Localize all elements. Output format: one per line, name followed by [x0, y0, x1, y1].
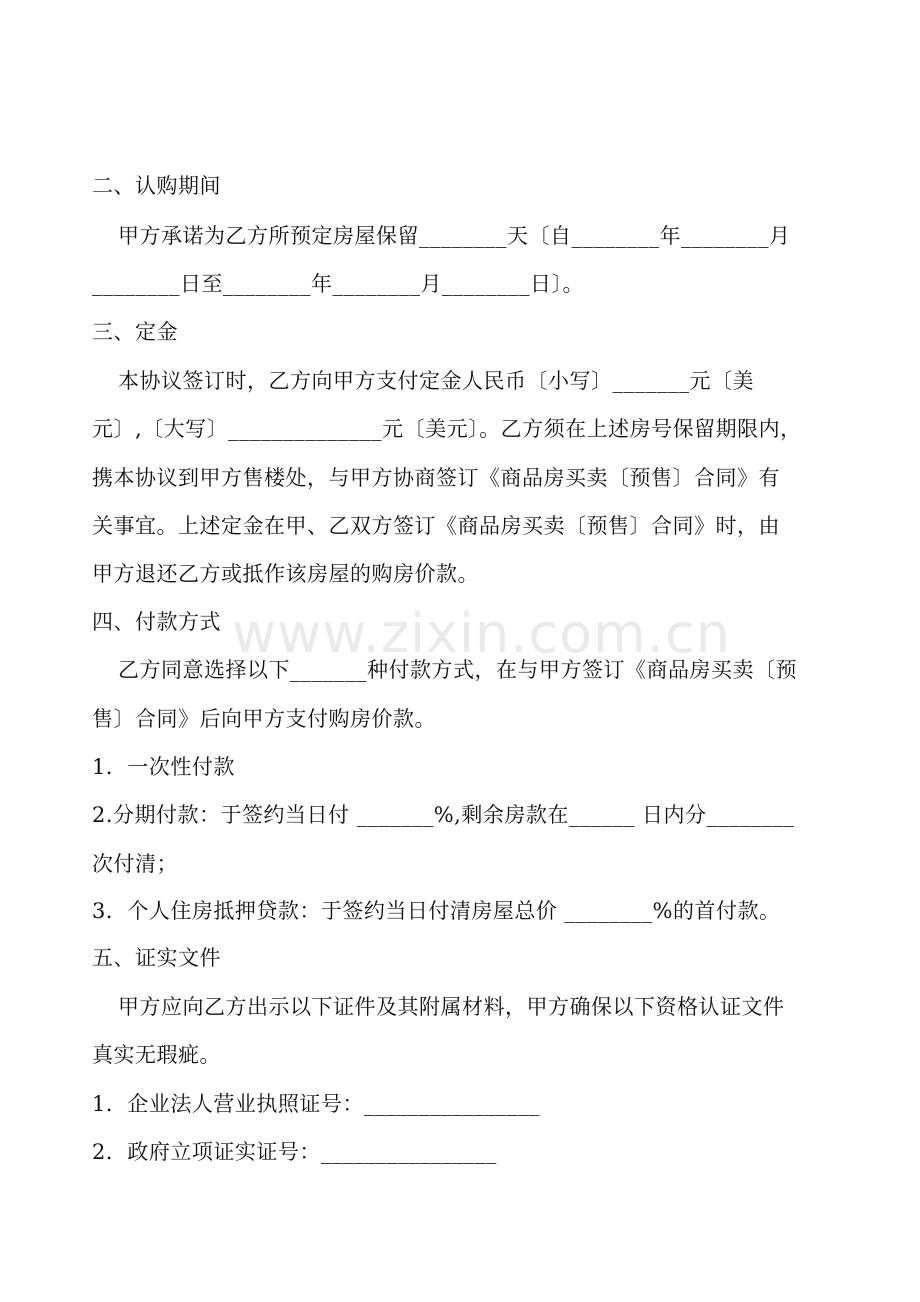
- paragraph-line: 甲方退还乙方或抵作该房屋的购房价款。: [92, 562, 479, 586]
- paragraph-line: 甲方承诺为乙方所预定房屋保留________天〔自________年________月: [118, 224, 791, 248]
- paragraph-line: 甲方应向乙方出示以下证件及其附属材料，甲方确保以下资格认证文件: [118, 995, 785, 1019]
- list-item: 3．个人住房抵押贷款：于签约当日付清房屋总价 ________%的首付款。: [92, 899, 781, 923]
- section-heading-subscription-period: 二、认购期间: [92, 174, 221, 198]
- paragraph-line: 本协议签订时，乙方向甲方支付定金人民币〔小写〕_______元〔美: [118, 369, 754, 393]
- list-item: 2．政府立项证实证号：________________: [92, 1140, 497, 1164]
- list-item: 1．一次性付款: [92, 755, 235, 779]
- paragraph-line: 元〕,〔大写〕______________元〔美元〕。乙方须在上述房号保留期限内，: [92, 417, 802, 441]
- paragraph-line: 乙方同意选择以下_______种付款方式，在与甲方签订《商品房买卖〔预: [118, 658, 797, 682]
- paragraph-line: 关事宜。上述定金在甲、乙双方签订《商品房买卖〔预售〕合同》时，由: [92, 514, 780, 538]
- paragraph-line: 售〕合同》后向甲方支付购房价款。: [92, 707, 436, 731]
- section-heading-certification-documents: 五、证实文件: [92, 946, 221, 970]
- section-heading-deposit: 三、定金: [92, 320, 178, 344]
- list-item: 2.分期付款：于签约当日付 _______%,剩余房款在______ 日内分________: [92, 803, 795, 827]
- paragraph-line: ________日至________年________月________日〕。: [92, 272, 584, 296]
- paragraph-line: 真实无瑕疵。: [92, 1043, 221, 1067]
- paragraph-line: 次付清；: [92, 852, 178, 876]
- section-heading-payment-method: 四、付款方式: [92, 610, 221, 634]
- watermark: www.zixin.com.cn: [232, 602, 731, 665]
- list-item: 1．企业法人营业执照证号：________________: [92, 1092, 540, 1116]
- paragraph-line: 携本协议到甲方售楼处，与甲方协商签订《商品房买卖〔预售〕合同》有: [92, 466, 780, 490]
